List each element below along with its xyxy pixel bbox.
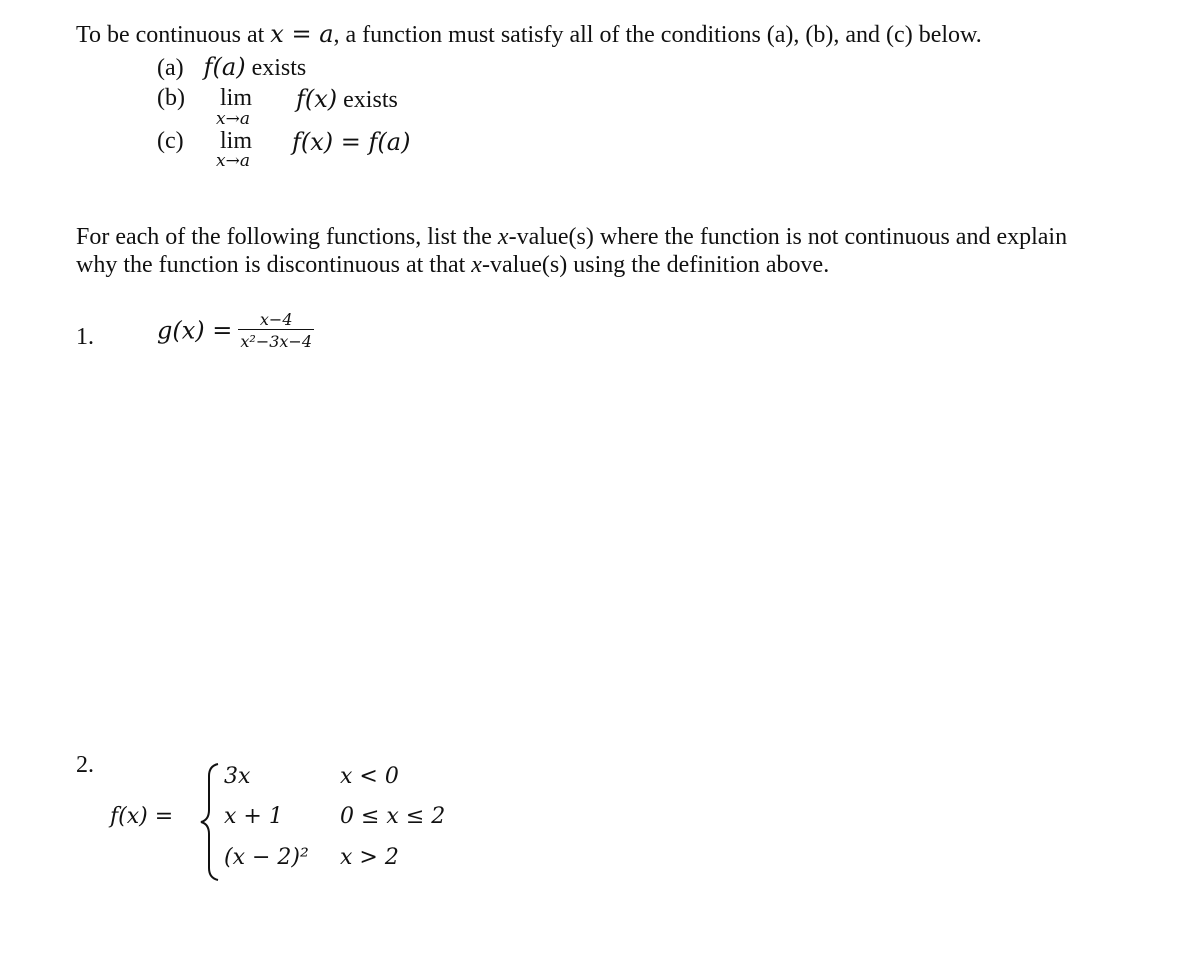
piece-1-condition: x < 0 [340,764,399,789]
piece-2-condition: 0 ≤ x ≤ 2 [340,804,446,829]
left-brace-icon [198,762,224,882]
condition-a-label: (a) [157,55,184,81]
piece-2-expr: x + 1 [224,804,283,829]
problem-1-equation [157,310,314,351]
condition-b-lim-subscript: x→a [216,109,250,129]
condition-a-expr: f(a) [203,53,246,81]
instructions-line-2-var: x [471,252,482,278]
instructions [76,223,1067,279]
condition-a [157,53,306,82]
condition-a-text: exists [251,55,307,81]
instructions-line-2-b: -value(s) using the definition above. [481,252,830,278]
condition-b-expr: f(x) [296,85,338,113]
piece-1-expr: 3x [224,764,251,789]
condition-c-expr: f(x) = f(a) [292,128,411,156]
condition-b-body [296,85,398,114]
condition-c-label: (c) [157,128,184,154]
condition-c-lim-subscript: x→a [216,151,250,171]
intro-math: x = a [270,20,334,48]
intro-text-end: , a function must satisfy all of the conditions (a), (b), and (c) below. [333,22,982,48]
piece-3-condition: x > 2 [340,845,399,870]
condition-c-lim: lim [220,128,253,154]
problem-2-number: 2. [76,752,94,778]
problem-1-lhs: g(x) = [157,316,233,345]
intro-sentence [76,20,982,49]
problem-1-number: 1. [76,324,94,350]
condition-b-label: (b) [157,85,185,111]
instructions-line-1-a: For each of the following functions, list the [76,224,498,250]
condition-b-text: exists [343,87,398,113]
intro-text-start: To be continuous at [76,22,271,48]
instructions-line-2-a: why the function is discontinuous at that [76,252,472,278]
problem-1-numerator: x−4 [259,310,293,329]
instructions-line-1 [76,223,1067,251]
problem-1-fraction [238,310,314,351]
instructions-line-1-b: -value(s) where the function is not continuous and explain [508,224,1068,250]
problem-2-lhs: f(x) = [110,804,174,829]
instructions-line-2 [76,251,1067,279]
condition-b-lim: lim [220,85,253,111]
instructions-line-1-var: x [497,224,509,250]
problem-1-denominator: x²−3x−4 [238,329,314,351]
piece-3-expr: (x − 2)² [224,845,309,870]
